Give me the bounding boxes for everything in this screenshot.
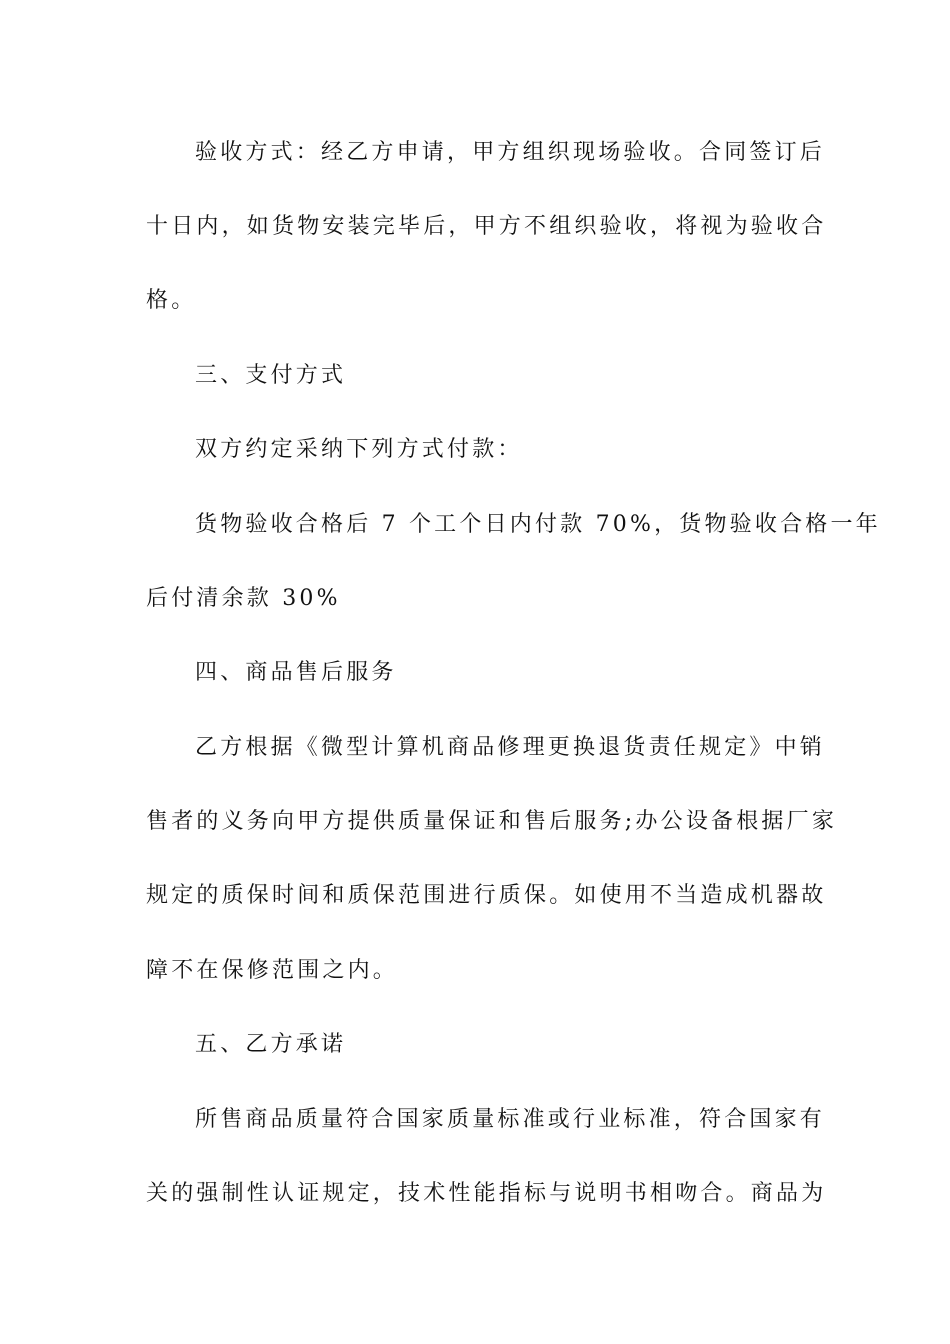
paragraph-acceptance-line-2: 十日内，如货物安装完毕后，甲方不组织验收，将视为验收合 bbox=[146, 214, 827, 239]
paragraph-acceptance-line-1: 验收方式：经乙方申请，甲方组织现场验收。合同签订后 bbox=[195, 140, 826, 165]
section-heading-after-sales: 四、商品售后服务 bbox=[195, 660, 397, 685]
paragraph-after-sales-line-4: 障不在保修范围之内。 bbox=[146, 958, 399, 983]
section-heading-commitment: 五、乙方承诺 bbox=[195, 1032, 347, 1057]
paragraph-after-sales-line-1: 乙方根据《微型计算机商品修理更换退货责任规定》中销 bbox=[195, 735, 826, 760]
paragraph-after-sales-line-3: 规定的质保时间和质保范围进行质保。如使用不当造成机器故 bbox=[146, 883, 827, 908]
paragraph-payment-intro: 双方约定采纳下列方式付款： bbox=[195, 437, 523, 462]
paragraph-payment-terms-line-1: 货物验收合格后 7 个工个日内付款 70%，货物验收合格一年 bbox=[195, 512, 881, 537]
paragraph-commitment-line-2: 关的强制性认证规定，技术性能指标与说明书相吻合。商品为 bbox=[146, 1181, 827, 1206]
paragraph-acceptance-line-3: 格。 bbox=[146, 288, 197, 313]
paragraph-after-sales-line-2: 售者的义务向甲方提供质量保证和售后服务;办公设备根据厂家 bbox=[146, 809, 838, 834]
paragraph-commitment-line-1: 所售商品质量符合国家质量标准或行业标准，符合国家有 bbox=[195, 1107, 826, 1132]
paragraph-payment-terms-line-2: 后付清余款 30% bbox=[146, 586, 341, 611]
section-heading-payment: 三、支付方式 bbox=[195, 363, 347, 388]
